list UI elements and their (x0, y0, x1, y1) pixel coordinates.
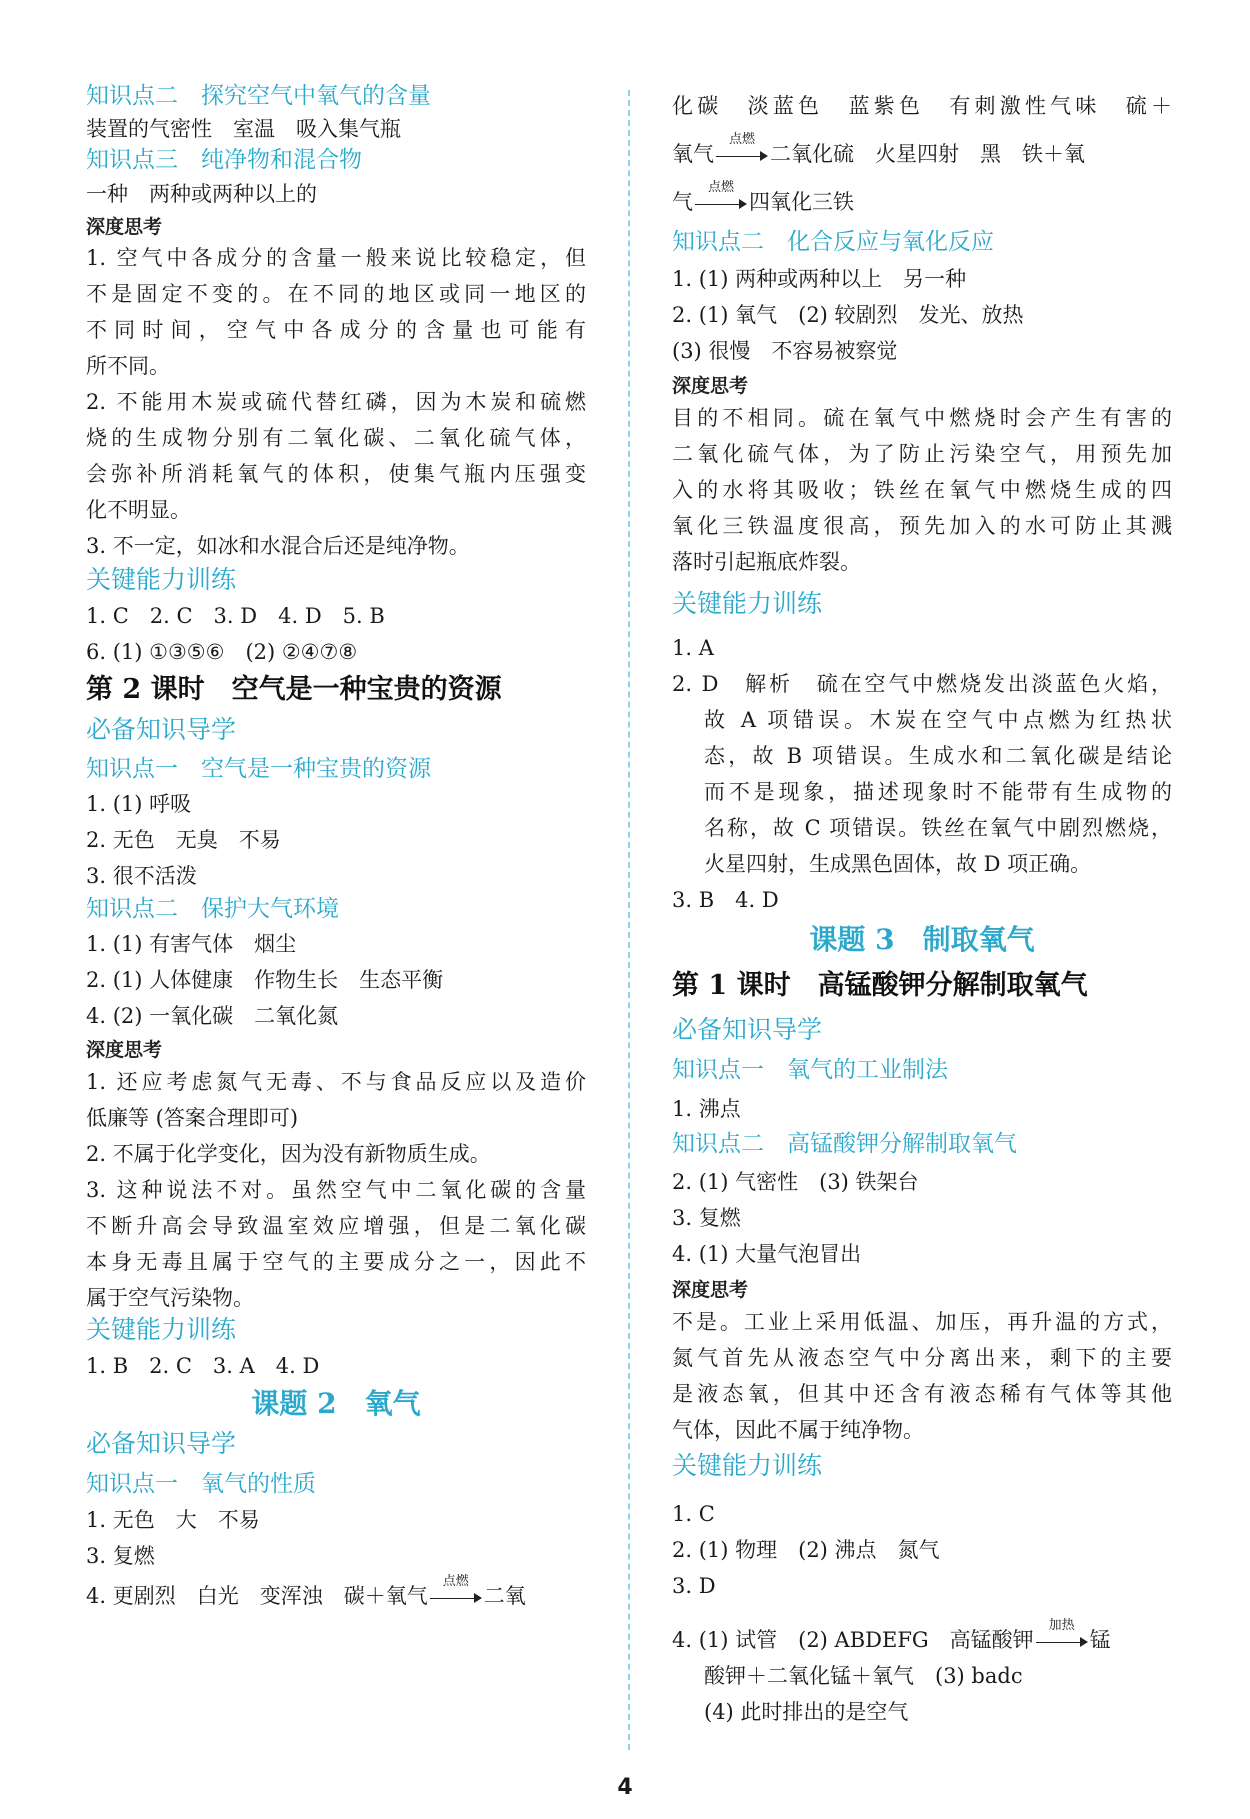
answer-line: 1. (1) 有害气体 烟尘 (86, 932, 297, 956)
answer-line: 2. (1) 气密性 (3) 铁架台 (672, 1170, 919, 1194)
knowledge-point-heading: 知识点二 高锰酸钾分解制取氧气 (672, 1131, 1017, 1157)
answer-line: 氧化三铁温度很高，预先加入的水可防止其溅 (672, 514, 1172, 538)
answer-line: 不是固定不变的。在不同的地区或同一地区的 (86, 282, 586, 306)
column-divider (628, 90, 630, 1750)
answer-line: 1. 沸点 (672, 1097, 741, 1121)
section-heading: 必备知识导学 (672, 1015, 823, 1044)
answer-line: 4. (1) 大量气泡冒出 (672, 1242, 862, 1266)
answer-line: 火星四射，生成黑色固体，故 D 项正确。 (704, 852, 1092, 876)
topic-title: 课题 3 制取氧气 (809, 923, 1035, 956)
equation-text: 四氧化三铁 (749, 190, 854, 214)
answer-line: 2. (1) 氧气 (2) 较剧烈 发光、放热 (672, 303, 1024, 327)
answer-line: 会弥补所消耗氧气的体积，使集气瓶内压强变 (86, 462, 586, 486)
reaction-arrow-icon (430, 1573, 482, 1605)
reaction-condition: 点燃 (442, 1573, 469, 1589)
answer-line: 名称，故 C 项错误。铁丝在氧气中剧烈燃烧， (704, 816, 1172, 840)
answer-line: 1. 空气中各成分的含量一般来说比较稳定，但 (86, 246, 586, 270)
answer-line: 1. C 2. C 3. D 4. D 5. B (86, 604, 385, 628)
answer-line: (4) 此时排出的是空气 (704, 1700, 909, 1724)
deep-thinking-heading: 深度思考 (86, 216, 163, 238)
answer-line: 1. (1) 两种或两种以上 另一种 (672, 267, 967, 291)
equation-line (672, 1617, 1172, 1654)
answer-line: 故 A 项错误。木炭在空气中点燃为红热状 (704, 708, 1172, 732)
answer-line: 落时引起瓶底炸裂。 (672, 550, 861, 574)
answer-line: 态，故 B 项错误。生成水和二氧化碳是结论 (704, 744, 1172, 768)
equation-line (86, 1573, 586, 1610)
answer-line: 一种 两种或两种以上的 (86, 182, 317, 206)
deep-thinking-heading: 深度思考 (86, 1039, 163, 1061)
answer-line: 本身无毒且属于空气的主要成分之一，因此不 (86, 1250, 586, 1274)
topic-title: 课题 2 氧气 (251, 1387, 421, 1420)
section-heading: 必备知识导学 (86, 1429, 237, 1458)
knowledge-point-heading: 知识点二 探究空气中氧气的含量 (86, 83, 431, 109)
equation-text: 气 (672, 190, 693, 214)
equation-line (672, 131, 1172, 168)
equation-text: 4. (1) 试管 (2) ABDEFG 高锰酸钾 (672, 1628, 1034, 1652)
deep-thinking-heading: 深度思考 (672, 375, 749, 397)
section-heading: 关键能力训练 (672, 1451, 823, 1480)
reaction-arrow-icon (716, 131, 768, 163)
answer-line: 烧的生成物分别有二氧化碳、二氧化硫气体， (86, 426, 586, 450)
section-heading: 关键能力训练 (672, 589, 823, 618)
answer-line: 装置的气密性 室温 吸入集气瓶 (86, 117, 401, 141)
reaction-arrow-icon (1036, 1617, 1088, 1649)
knowledge-point-heading: 知识点一 氧气的工业制法 (672, 1057, 948, 1083)
answer-line: 4. (2) 一氧化碳 二氧化氮 (86, 1004, 339, 1028)
answer-line: 氮气首先从液态空气中分离出来，剩下的主要 (672, 1346, 1172, 1370)
answer-line: 3. D (672, 1574, 716, 1598)
answer-line: 2. (1) 人体健康 作物生长 生态平衡 (86, 968, 444, 992)
knowledge-point-heading: 知识点一 氧气的性质 (86, 1471, 316, 1497)
lesson-title: 第 2 课时 空气是一种宝贵的资源 (86, 674, 502, 705)
equation-text: 锰 (1089, 1628, 1111, 1652)
knowledge-point-heading: 知识点二 化合反应与氧化反应 (672, 229, 994, 255)
answer-line: 3. 很不活泼 (86, 864, 197, 888)
answer-line: 2. 不属于化学变化，因为没有新物质生成。 (86, 1142, 491, 1166)
answer-line: 气体，因此不属于纯净物。 (672, 1418, 924, 1442)
equation-text: 4. 更剧烈 白光 变浑浊 碳＋氧气 (86, 1584, 428, 1608)
equation-text: 氧气 (672, 142, 714, 166)
answer-line: 3. B 4. D (672, 888, 779, 912)
answer-line: 属于空气污染物。 (86, 1286, 254, 1310)
reaction-condition: 点燃 (707, 179, 734, 195)
answer-line: 1. 还应考虑氮气无毒、不与食品反应以及造价 (86, 1070, 586, 1094)
answer-line: 入的水将其吸收；铁丝在氧气中燃烧生成的四 (672, 478, 1172, 502)
equation-text: 二氧 (483, 1584, 526, 1608)
answer-line: 3. 复燃 (86, 1544, 155, 1568)
equation-line (672, 179, 1172, 216)
answer-line: 不同时间，空气中各成分的含量也可能有 (86, 318, 586, 342)
answer-line: 化不明显。 (86, 498, 191, 522)
answer-line: 1. (1) 呼吸 (86, 792, 192, 816)
answer-line: 二氧化硫气体，为了防止污染空气，用预先加 (672, 442, 1172, 466)
answer-line: (3) 很慢 不容易被察觉 (672, 339, 898, 363)
answer-line: 不断升高会导致温室效应增强，但是二氧化碳 (86, 1214, 586, 1238)
section-heading: 关键能力训练 (86, 1315, 237, 1344)
answer-line: 6. (1) ①③⑤⑥ (2) ②④⑦⑧ (86, 640, 358, 664)
answer-line: 低廉等 (答案合理即可) (86, 1106, 299, 1130)
answer-line: 2. D 解析 硫在空气中燃烧发出淡蓝色火焰， (672, 672, 1172, 696)
lesson-title: 第 1 课时 高锰酸钾分解制取氧气 (672, 970, 1088, 1001)
reaction-condition: 加热 (1048, 1617, 1075, 1633)
answer-line: 2. (1) 物理 (2) 沸点 氮气 (672, 1538, 940, 1562)
knowledge-point-heading: 知识点一 空气是一种宝贵的资源 (86, 756, 431, 782)
answer-line: 1. C (672, 1502, 715, 1526)
knowledge-point-heading: 知识点三 纯净物和混合物 (86, 147, 362, 173)
answer-line: 1. 无色 大 不易 (86, 1508, 260, 1532)
answer-line: 1. A (672, 636, 714, 660)
answer-line: 不是。工业上采用低温、加压，再升温的方式， (672, 1310, 1172, 1334)
answer-line: 酸钾＋二氧化锰＋氧气 (3) badc (704, 1664, 1023, 1688)
section-heading: 必备知识导学 (86, 715, 237, 744)
page-number: 4 (617, 1775, 633, 1800)
answer-line: 是液态氧，但其中还含有液态稀有气体等其他 (672, 1382, 1172, 1406)
knowledge-point-heading: 知识点二 保护大气环境 (86, 896, 339, 922)
answer-line: 1. B 2. C 3. A 4. D (86, 1354, 320, 1378)
answer-line: 目的不相同。硫在氧气中燃烧时会产生有害的 (672, 406, 1172, 430)
answer-line: 2. 无色 无臭 不易 (86, 828, 281, 852)
answer-line: 2. 不能用木炭或硫代替红磷，因为木炭和硫燃 (86, 390, 586, 414)
answer-line: 化碳 淡蓝色 蓝紫色 有刺激性气味 硫＋ (672, 94, 1172, 118)
answer-line: 而不是现象，描述现象时不能带有生成物的 (704, 780, 1172, 804)
section-heading: 关键能力训练 (86, 565, 237, 594)
answer-line: 3. 复燃 (672, 1206, 741, 1230)
deep-thinking-heading: 深度思考 (672, 1279, 749, 1301)
reaction-arrow-icon (695, 179, 747, 211)
answer-line: 3. 这种说法不对。虽然空气中二氧化碳的含量 (86, 1178, 586, 1202)
equation-text: 二氧化硫 火星四射 黑 铁＋氧 (770, 142, 1085, 166)
answer-line: 3. 不一定，如冰和水混合后还是纯净物。 (86, 534, 470, 558)
reaction-condition: 点燃 (728, 131, 755, 147)
answer-line: 所不同。 (86, 354, 170, 378)
